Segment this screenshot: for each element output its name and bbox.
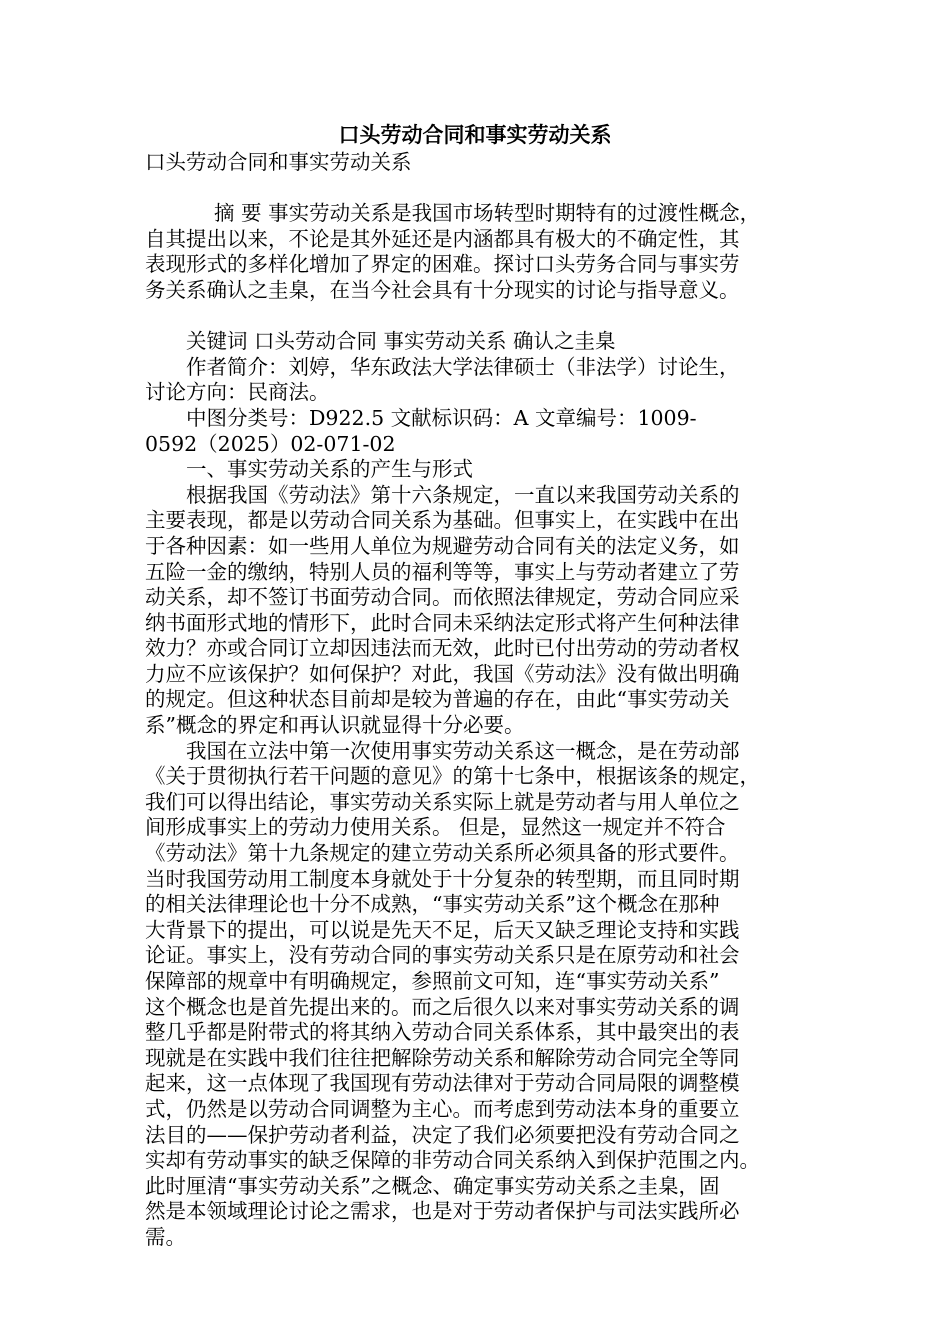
abstract-line: 摘 要 事实劳动关系是我国市场转型时期特有的过渡性概念，: [201, 201, 761, 226]
abstract-line: 自其提出以来，不论是其外延还是内涵都具有极大的不确定性，其: [145, 226, 740, 251]
paragraph-line: 的规定。但这种状态目前却是较为普遍的存在，由此“事实劳动关: [145, 687, 730, 712]
paragraph-line: 这个概念也是首先提出来的。而之后很久以来对事实劳动关系的调: [145, 994, 740, 1019]
classification-line: 0592（2025）02-071-02: [145, 431, 396, 456]
blank-line: [145, 304, 807, 330]
paragraph-line: 起来，这一点体现了我国现有劳动法律对于劳动合同局限的调整模: [145, 1071, 740, 1096]
document-body: [145, 150, 807, 1251]
abstract-line: 务关系确认之圭臬，在当今社会具有十分现实的讨论与指导意义。: [145, 277, 740, 302]
paragraph-line: 然是本领域理论讨论之需求，也是对于劳动者保护与司法实践所必: [145, 1199, 740, 1224]
keywords-line: 关键词 口头劳动合同 事实劳动关系 确认之圭臬: [186, 329, 616, 354]
blank-line: [145, 176, 807, 202]
paragraph-line: 整几乎都是附带式的将其纳入劳动合同关系体系，其中最突出的表: [145, 1020, 740, 1045]
paragraph-line: 纳书面形式地的情形下，此时合同未采纳法定形式将产生何种法律: [145, 610, 740, 635]
paragraph-line: 间形成事实上的劳动力使用关系。 但是，显然这一规定并不符合: [145, 815, 726, 840]
paragraph-line: 《关于贯彻执行若干问题的意见》的第十七条中，根据该条的规定，: [145, 764, 760, 789]
paragraph-line: 力应不应该保护？如何保护？对此，我国《劳动法》没有做出明确: [145, 661, 740, 686]
section-heading: 一、事实劳动关系的产生与形式: [186, 457, 473, 482]
paragraph-line: 系”概念的界定和再认识就显得十分必要。: [145, 713, 525, 738]
paragraph-line: 我国在立法中第一次使用事实劳动关系这一概念，是在劳动部: [186, 738, 740, 763]
paragraph-line: 当时我国劳动用工制度本身就处于十分复杂的转型期，而且同时期: [145, 866, 740, 891]
subtitle-line: 口头劳动合同和事实劳动关系: [145, 150, 412, 174]
paragraph-line: 此时厘清“事实劳动关系”之概念、确定事实劳动关系之圭臬，固: [145, 1173, 720, 1198]
paragraph-line: 动关系，却不签订书面劳动合同。而依照法律规定，劳动合同应采: [145, 585, 740, 610]
paragraph-line: 保障部的规章中有明确规定，参照前文可知，连“事实劳动关系”: [145, 969, 720, 993]
paragraph-line: 于各种因素：如一些用人单位为规避劳动合同有关的法定义务，如: [145, 533, 740, 558]
paragraph-line: 我们可以得出结论，事实劳动关系实际上就是劳动者与用人单位之: [145, 789, 740, 814]
paragraph-line: 法目的——保护劳动者利益，决定了我们必须要把没有劳动合同之: [145, 1122, 740, 1147]
paragraph-line: 需。: [145, 1224, 186, 1249]
paragraph-line: 主要表现，都是以劳动合同关系为基础。但事实上，在实践中在出: [145, 508, 740, 533]
paragraph-line: 论证。事实上，没有劳动合同的事实劳动关系只是在原劳动和社会: [145, 943, 740, 968]
author-line: 作者简介：刘婷，华东政法大学法律硕士（非法学）讨论生，: [186, 354, 740, 379]
paragraph-line: 效力？亦或合同订立却因违法而无效，此时已付出劳动的劳动者权: [145, 636, 740, 661]
paragraph-line: 式，仍然是以劳动合同调整为主心。而考虑到劳动法本身的重要立: [145, 1096, 740, 1121]
paragraph-line: 《劳动法》第十九条规定的建立劳动关系所必须具备的形式要件。: [145, 841, 740, 866]
paragraph-line: 实却有劳动事实的缺乏保障的非劳动合同关系纳入到保护范围之内。: [145, 1148, 760, 1173]
paragraph-line: 大背景下的提出，可以说是先天不足，后天又缺乏理论支持和实践: [145, 917, 740, 942]
paragraph-line: 现就是在实践中我们往往把解除劳动关系和解除劳动合同完全等同: [145, 1045, 740, 1070]
abstract-line: 表现形式的多样化增加了界定的困难。探讨口头劳务合同与事实劳: [145, 252, 740, 277]
classification-line: 中图分类号：D922.5 文献标识码：A 文章编号：1009-: [186, 405, 697, 430]
paragraph-line: 五险一金的缴纳，特别人员的福利等等，事实上与劳动者建立了劳: [145, 559, 740, 584]
document-title: 口头劳动合同和事实劳动关系: [338, 123, 612, 147]
author-line: 讨论方向：民商法。: [145, 380, 330, 405]
paragraph-line: 的相关法律理论也十分不成熟，“事实劳动关系”这个概念在那种: [145, 892, 720, 917]
paragraph-line: 根据我国《劳动法》第十六条规定，一直以来我国劳动关系的: [186, 482, 740, 507]
